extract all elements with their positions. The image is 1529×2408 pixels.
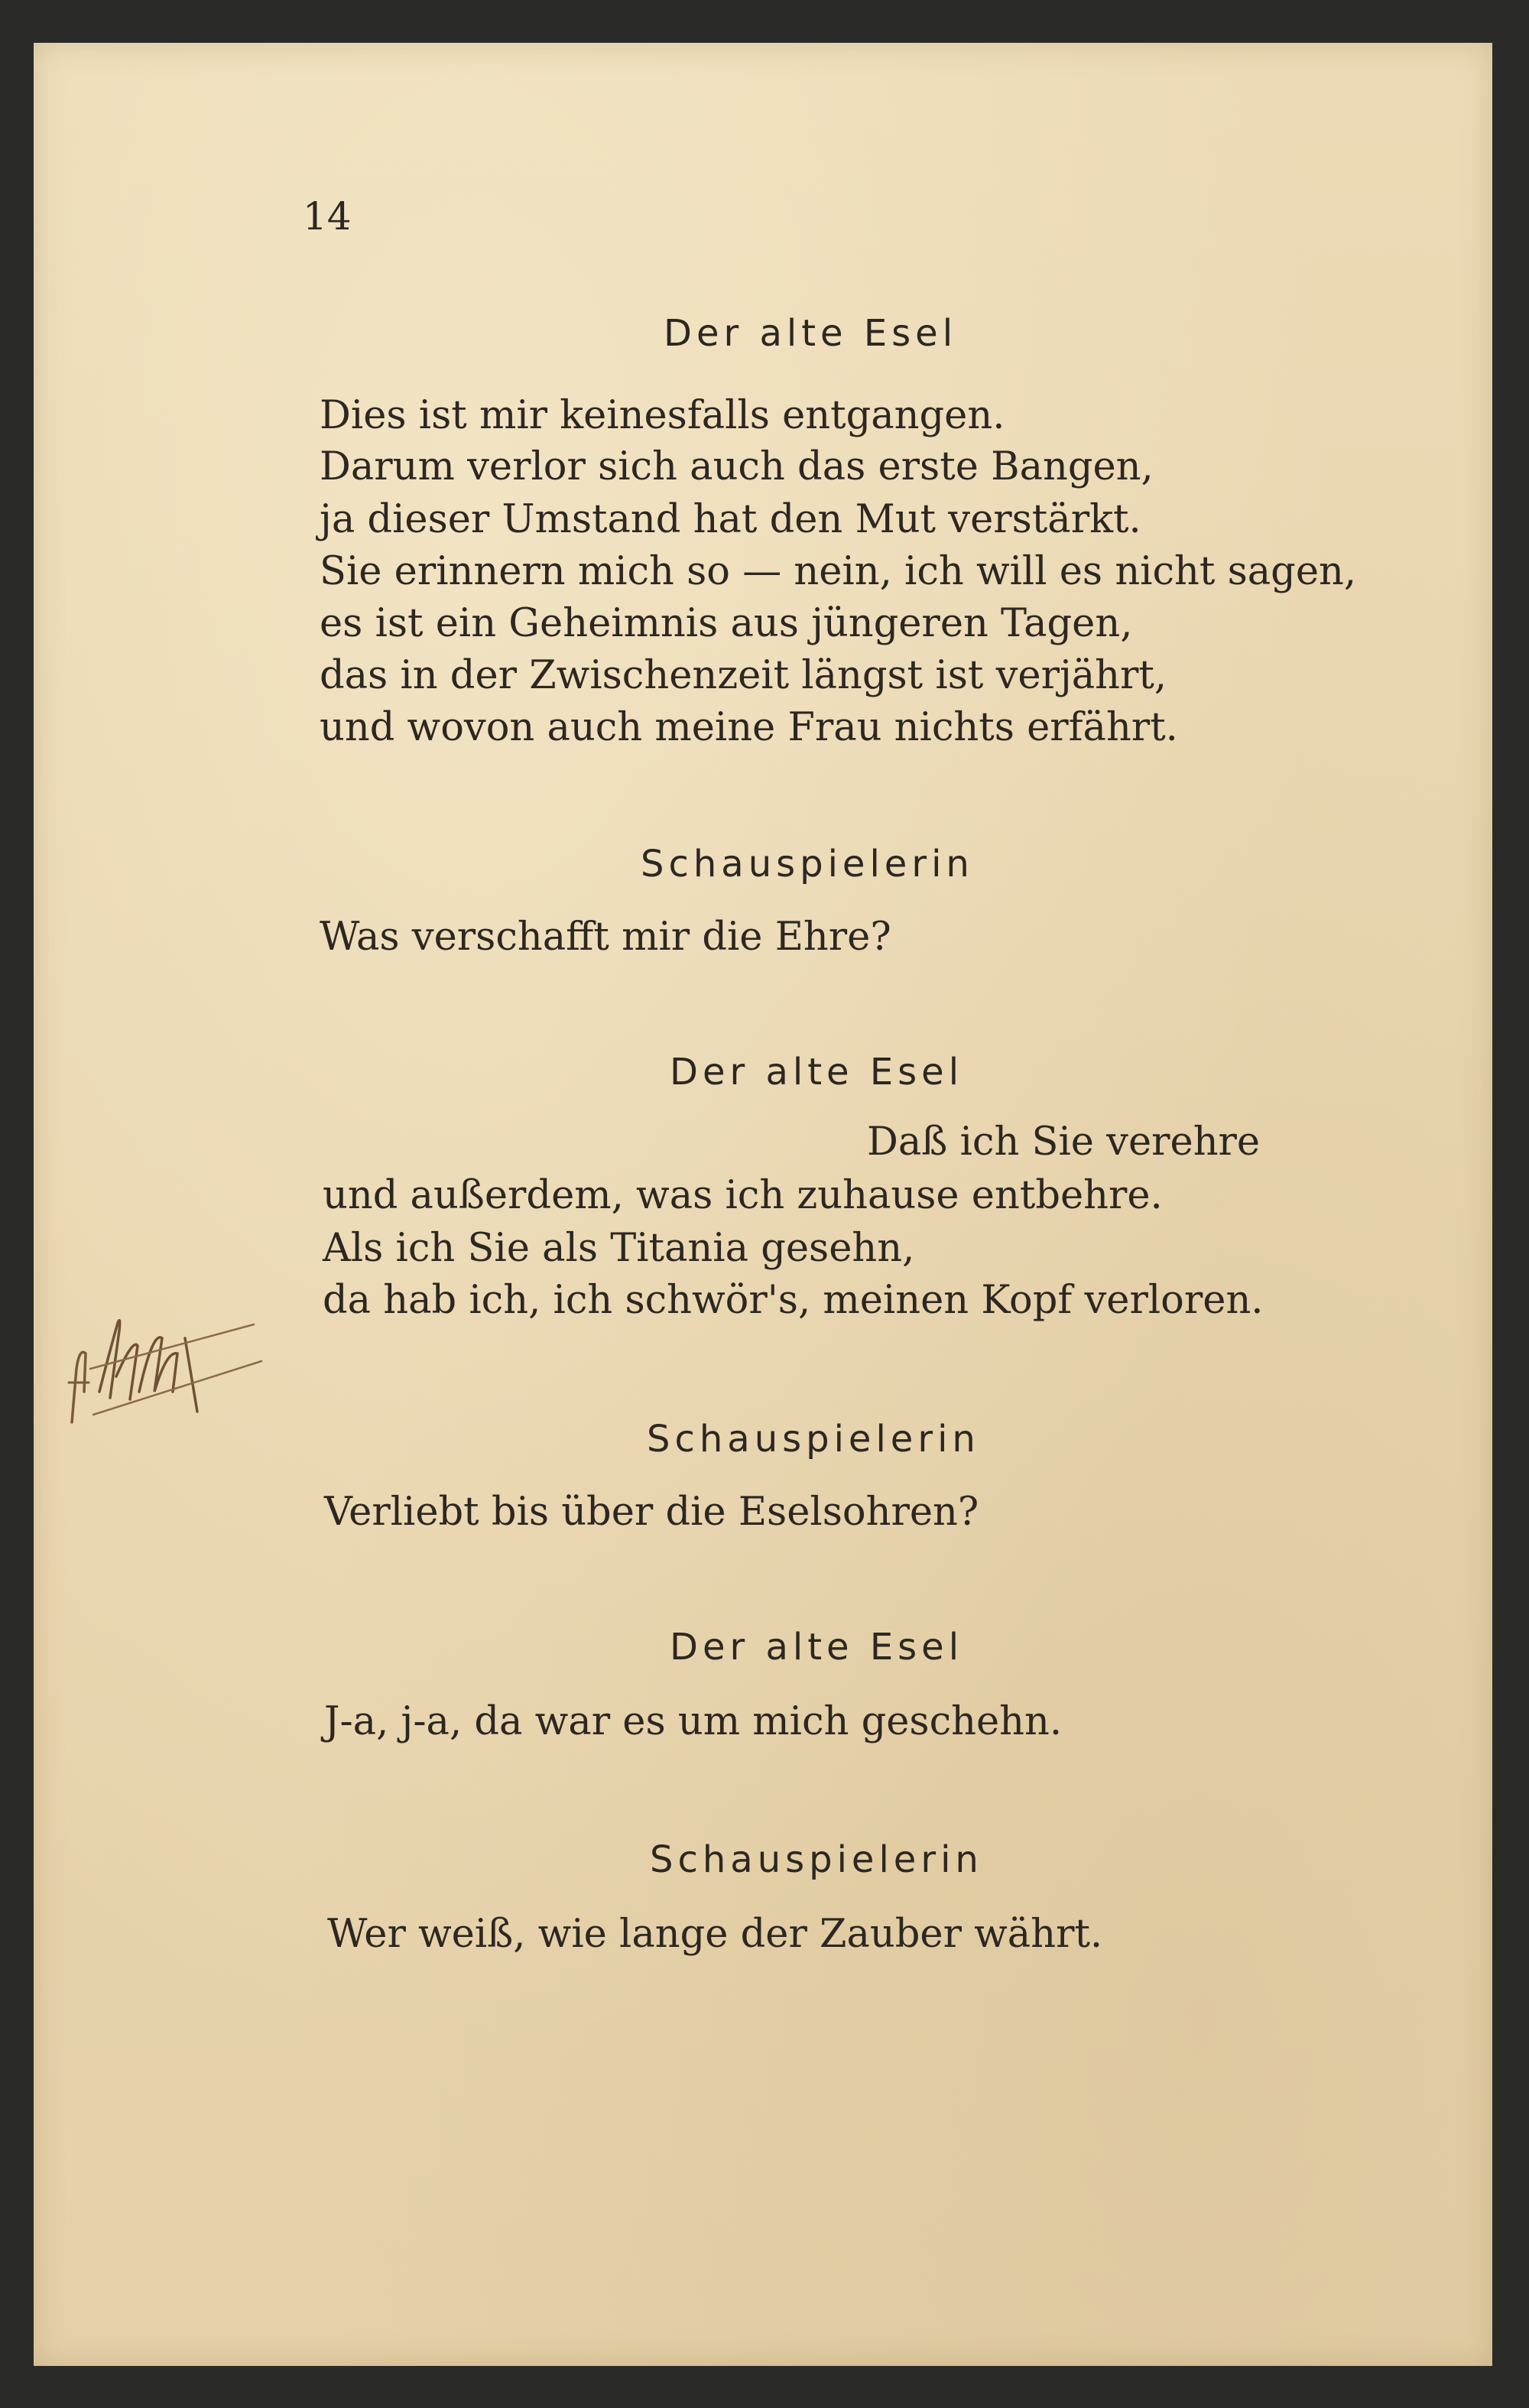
verse-line: da hab ich, ich schwör's, meinen Kopf verloren. — [323, 1278, 1264, 1323]
verse-line: das in der Zwischenzeit längst ist verjährt, — [320, 653, 1167, 698]
speaker-label-der-alte-esel: Der alte Esel — [670, 1626, 964, 1669]
verse-line: Was verschafft mir die Ehre? — [320, 915, 891, 960]
speaker-label-schauspielerin: Schauspielerin — [647, 1418, 980, 1461]
verse-line: Darum verlor sich auch das erste Bangen, — [320, 444, 1154, 489]
verse-line: Daß ich Sie verehre — [867, 1120, 1261, 1165]
verse-line: J-a, j-a, da war es um mich geschehn. — [324, 1699, 1063, 1744]
verse-line: ja dieser Umstand hat den Mut verstärkt. — [320, 497, 1141, 542]
speaker-label-schauspielerin: Schauspielerin — [650, 1838, 983, 1881]
speaker-label-der-alte-esel: Der alte Esel — [664, 312, 958, 355]
verse-line: Dies ist mir keinesfalls entgangen. — [320, 393, 1005, 438]
verse-line: und wovon auch meine Frau nichts erfährt. — [320, 705, 1178, 750]
page-number: 14 — [303, 194, 352, 239]
verse-line: und außerdem, was ich zuhause entbehre. — [323, 1173, 1163, 1218]
verse-line: Sie erinnern mich so — nein, ich will es nicht sagen, — [320, 549, 1357, 594]
pencil-scribble-mark-icon — [63, 1277, 277, 1430]
verse-line: Als ich Sie als Titania gesehn, — [323, 1226, 915, 1271]
verse-line: es ist ein Geheimnis aus jüngeren Tagen, — [320, 601, 1133, 646]
speaker-label-schauspielerin: Schauspielerin — [641, 843, 974, 886]
verse-line: Wer weiß, wie lange der Zauber währt. — [327, 1912, 1103, 1957]
speaker-label-der-alte-esel: Der alte Esel — [670, 1051, 964, 1094]
verse-line: Verliebt bis über die Eselsohren? — [324, 1490, 979, 1535]
